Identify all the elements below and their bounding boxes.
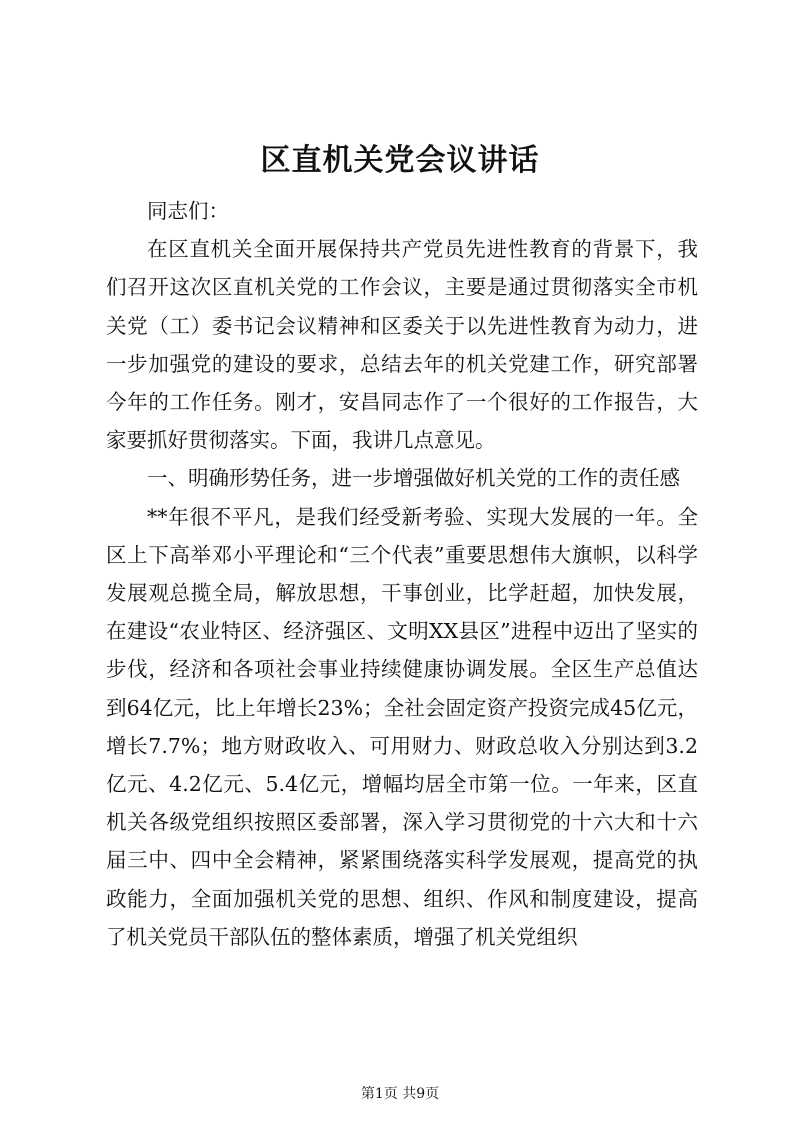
- paragraph-review: **年很不平凡，是我们经受新考验、实现大发展的一年。全区上下高举邓小平理论和“三个代表”重要思想伟大旗帜，以科学发展观总揽全局，解放思想，干事创业，比学赶超，加快发展，在建设“农业特区、经济强区、文明XX县区”进程中迈出了坚实的步伐，经济和各项社会事业持续健康协调发展。全区生产总值达到64亿元，比上年增长23%；全社会固定资产投资完成45亿元，增长7.7%；地方财政收入、可用财力、财政总收入分别达到3.2亿元、4.2亿元、5.4亿元，增幅均居全市第一位。一年来，区直机关各级党组织按照区委部署，深入学习贯彻党的十六大和十六届三中、四中全会精神，紧紧围绕落实科学发展观，提高党的执政能力，全面加强机关党的思想、组织、作风和制度建设，提高了机关党员干部队伍的整体素质，增强了机关党组织: [106, 504, 698, 949]
- page-number: 第1页 共9页: [360, 1086, 440, 1102]
- document-title: 区直机关党会议讲话: [260, 143, 540, 178]
- salutation: 同志们：: [147, 199, 229, 223]
- paragraph-intro: 在区直机关全面开展保持共产党员先进性教育的背景下，我们召开这次区直机关党的工作会议，主要是通过贯彻落实全市机关党（工）委书记会议精神和区委关于以先进性教育为动力，进一步加强党的建设的要求，总结去年的机关党建工作，研究部署今年的工作任务。刚才，安昌同志作了一个很好的工作报告，大家要抓好贯彻落实。下面，我讲几点意见。: [106, 237, 698, 453]
- section-heading: 一、明确形势任务，进一步增强做好机关党的工作的责任感: [147, 466, 680, 491]
- page-footer: [0, 1085, 800, 1103]
- document-body: [106, 192, 698, 956]
